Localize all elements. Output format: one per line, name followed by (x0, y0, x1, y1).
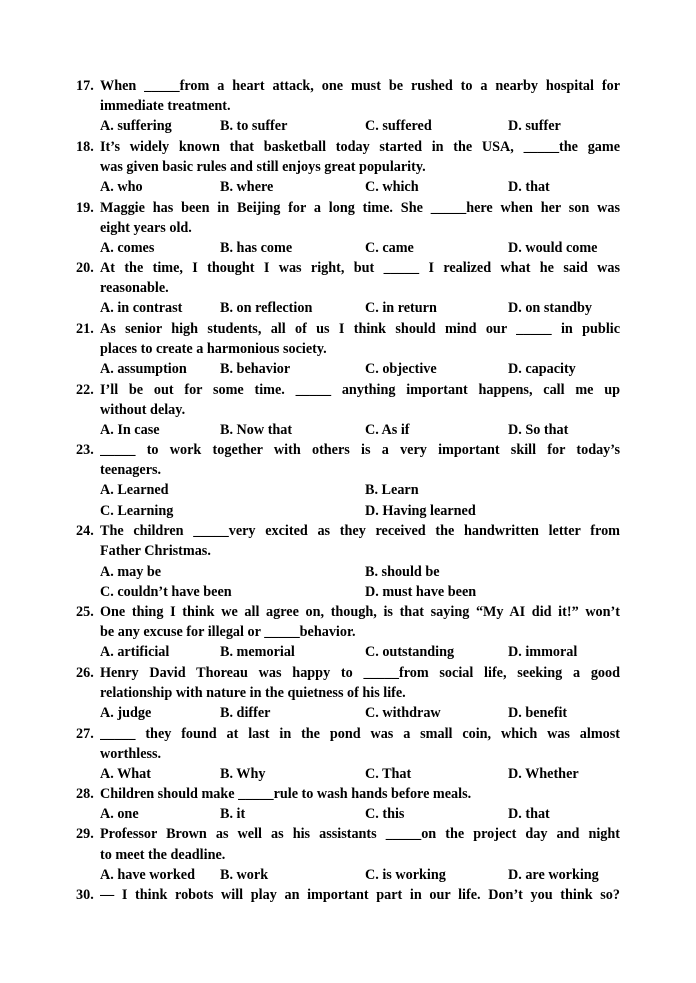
question-text-line: Children should make _____rule to wash hands before meals. (100, 786, 472, 802)
option-b[interactable]: B. it (220, 806, 246, 822)
question-text-line: Father Christmas. (100, 543, 211, 559)
question-number: 25. (76, 604, 94, 620)
option-a[interactable]: A. one (100, 806, 139, 822)
option-c[interactable]: C. suffered (365, 118, 432, 134)
option-c[interactable]: C. withdraw (365, 705, 441, 721)
question-number: 30. (76, 887, 94, 903)
option-a[interactable]: A. suffering (100, 118, 172, 134)
option-a[interactable]: A. judge (100, 705, 152, 721)
option-d[interactable]: D. Having learned (365, 503, 476, 519)
option-b[interactable]: B. memorial (220, 644, 295, 660)
option-c[interactable]: C. came (365, 240, 414, 256)
option-d[interactable]: D. Whether (508, 766, 579, 782)
question-text-line: immediate treatment. (100, 98, 231, 114)
question-text-line: At the time, I thought I was right, but _____ I realized what he said was (100, 260, 620, 276)
option-d[interactable]: D. immoral (508, 644, 578, 660)
option-a[interactable]: A. may be (100, 564, 162, 580)
option-c[interactable]: C. in return (365, 300, 437, 316)
option-d[interactable]: D. capacity (508, 361, 576, 377)
question-text-line: eight years old. (100, 220, 192, 236)
question-text-line: — I think robots will play an important part in our life. Don’t you think so? (100, 887, 620, 903)
question-text-line: be any excuse for illegal or _____behavior. (100, 624, 356, 640)
option-b[interactable]: B. where (220, 179, 274, 195)
option-c[interactable]: C. objective (365, 361, 437, 377)
question-text-line: places to create a harmonious society. (100, 341, 327, 357)
question-number: 22. (76, 382, 94, 398)
option-a[interactable]: A. in contrast (100, 300, 183, 316)
question-number: 29. (76, 826, 94, 842)
question-number: 26. (76, 665, 94, 681)
option-d[interactable]: D. benefit (508, 705, 568, 721)
option-b[interactable]: B. Why (220, 766, 266, 782)
option-d[interactable]: D. must have been (365, 584, 477, 600)
question-number: 19. (76, 200, 94, 216)
question-number: 18. (76, 139, 94, 155)
option-a[interactable]: A. who (100, 179, 143, 195)
question-number: 24. (76, 523, 94, 539)
option-a[interactable]: A. have worked (100, 867, 195, 883)
question-text-line: reasonable. (100, 280, 169, 296)
option-a[interactable]: A. assumption (100, 361, 187, 377)
question-text-line: teenagers. (100, 462, 162, 478)
option-d[interactable]: D. are working (508, 867, 599, 883)
question-text-line: _____ they found at last in the pond was a small coin, which was almost (100, 726, 620, 742)
question-text-line: was given basic rules and still enjoys great popularity. (100, 159, 426, 175)
option-c[interactable]: C. which (365, 179, 419, 195)
question-text-line: Maggie has been in Beijing for a long time. She _____here when her son was (100, 200, 620, 216)
option-b[interactable]: B. on reflection (220, 300, 313, 316)
option-d[interactable]: D. on standby (508, 300, 592, 316)
question-text-line: When _____from a heart attack, one must be rushed to a nearby hospital for (100, 78, 620, 94)
option-c[interactable]: C. couldn’t have been (100, 584, 232, 600)
question-number: 28. (76, 786, 94, 802)
question-text-line: As senior high students, all of us I think should mind our _____ in public (100, 321, 620, 337)
question-text-line: It’s widely known that basketball today started in the USA, _____the game (100, 139, 620, 155)
question-text-line: relationship with nature in the quietness of his life. (100, 685, 406, 701)
option-c[interactable]: C. As if (365, 422, 410, 438)
question-number: 20. (76, 260, 94, 276)
question-text-line: worthless. (100, 746, 162, 762)
option-b[interactable]: B. Learn (365, 482, 419, 498)
question-text-line: The children _____very excited as they received the handwritten letter from (100, 523, 620, 539)
option-b[interactable]: B. to suffer (220, 118, 288, 134)
question-text-line: Professor Brown as well as his assistants _____on the project day and night (100, 826, 620, 842)
option-b[interactable]: B. should be (365, 564, 440, 580)
question-number: 21. (76, 321, 94, 337)
question-number: 27. (76, 726, 94, 742)
option-b[interactable]: B. Now that (220, 422, 293, 438)
option-d[interactable]: D. So that (508, 422, 569, 438)
option-d[interactable]: D. would come (508, 240, 598, 256)
option-a[interactable]: A. What (100, 766, 151, 782)
question-text-line: to meet the deadline. (100, 847, 226, 863)
option-a[interactable]: A. In case (100, 422, 160, 438)
option-b[interactable]: B. work (220, 867, 269, 883)
option-c[interactable]: C. is working (365, 867, 446, 883)
option-c[interactable]: C. this (365, 806, 405, 822)
option-a[interactable]: A. comes (100, 240, 155, 256)
question-number: 17. (76, 78, 94, 94)
question-text-line: One thing I think we all agree on, though, is that saying “My AI did it!” won’t (100, 604, 620, 620)
question-text-line: Henry David Thoreau was happy to _____from social life, seeking a good (100, 665, 620, 681)
question-text-line: I’ll be out for some time. _____ anything important happens, call me up (100, 382, 620, 398)
option-c[interactable]: C. Learning (100, 503, 174, 519)
option-b[interactable]: B. has come (220, 240, 293, 256)
option-d[interactable]: D. that (508, 179, 550, 195)
question-number: 23. (76, 442, 94, 458)
option-d[interactable]: D. that (508, 806, 550, 822)
question-text-line: without delay. (100, 402, 186, 418)
option-d[interactable]: D. suffer (508, 118, 561, 134)
option-a[interactable]: A. Learned (100, 482, 169, 498)
question-text-line: _____ to work together with others is a very important skill for today’s (100, 442, 620, 458)
option-c[interactable]: C. That (365, 766, 412, 782)
option-a[interactable]: A. artificial (100, 644, 170, 660)
option-c[interactable]: C. outstanding (365, 644, 455, 660)
option-b[interactable]: B. behavior (220, 361, 291, 377)
option-b[interactable]: B. differ (220, 705, 271, 721)
